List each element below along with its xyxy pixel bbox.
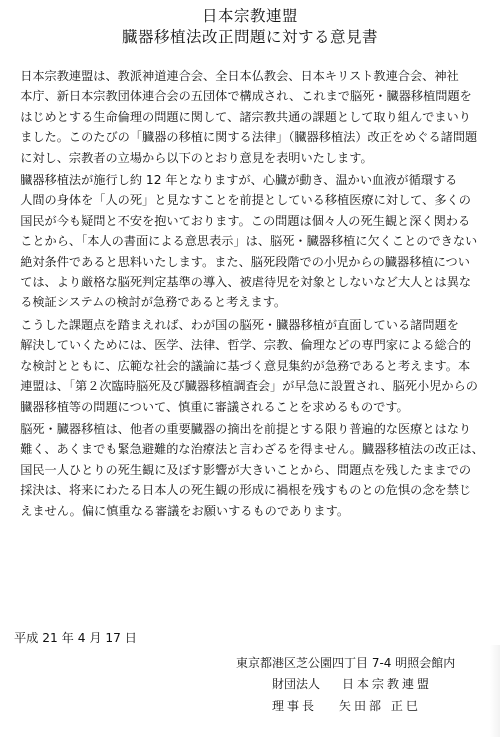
signature-name: 矢田部 正巳 [339, 699, 421, 713]
paragraph-line: 臓器移植法が施行し約 12 年となりますが、心臓が動き、温かい血液が循環する [20, 173, 458, 188]
paragraph-4 [8, 419, 494, 521]
paragraph-line: はじめとする生命倫理の問題に関して、諸宗教共通の課題として取り組んでまいり [20, 109, 471, 124]
signature-org-name: 日本宗教連盟 [342, 677, 433, 691]
signature-person [272, 697, 421, 714]
paragraph-3 [8, 315, 494, 417]
paragraph-line: 国民が今も疑問と不安を抱いております。この問題は個々人の死生観と深く関わる [20, 213, 471, 228]
paragraph-line: 絶対条件であると思料いたします。また、脳死段階での小児からの臓器移植につい [20, 254, 470, 269]
paragraph-line: 人間の身体を「人の死」と見なすことを前提としている移植医療に対して、多くの [20, 193, 471, 208]
paragraph-line: 連盟は、「第２次臨時脳死及び臓器移植調査会」が早急に設置され、脳死小児からの [20, 379, 478, 394]
signature-title: 理事長 [272, 699, 318, 713]
paragraph-line: な検討とともに、広範な社会的議論に基づく意見集約が急務であると考えます。本 [20, 358, 471, 373]
paragraph-line: 脳死・臓器移植は、他者の重要臓器の摘出を前提とする限り普遍的な医療とはなり [20, 421, 472, 436]
paragraph-line: 採決は、将来にわたる日本人の死生観の形成に禍根を残すものとの危惧の念を禁じ [20, 483, 472, 498]
document-org-title: 日本宗教連盟 [201, 7, 298, 25]
document-date: 平成 21 年 4 月 17 日 [14, 631, 137, 645]
paragraph-1 [8, 66, 494, 168]
paragraph-line: ては、より厳格な脳死判定基準の導入、被虐待児を対象としないなど大人とは異な [20, 275, 472, 290]
paragraph-line: こうした課題点を踏まえれば、わが国の脳死・臓器移植が直面している諸問題を [20, 317, 459, 332]
signature-organization [272, 675, 432, 692]
paragraph-line: えません。偏に慎重なる審議をお願いするものであります。 [20, 503, 350, 518]
paragraph-line: 国民一人ひとりの死生観に及ぼす影響が大きいことから、問題点を残したままでの [20, 462, 472, 477]
paragraph-line: ことから、「本人の書面による意思表示」は、脳死・臓器移植に欠くことのできない [20, 234, 478, 249]
paragraph-line: 臓器移植等の問題について、慎重に審議されることを求めるものです。 [20, 399, 409, 414]
paragraph-line: 難く、あくまでも緊急避難的な治療法と言わざるを得ません。臓器移植法の改正は、 [20, 442, 484, 457]
paragraph-line: 解決していくためには、医学、法律、哲学、宗教、倫理などの専門家による総合的 [20, 338, 472, 353]
paragraph-line: 日本宗教連盟は、教派神道連合会、全日本仏教会、日本キリスト教連合会、神社 [20, 69, 459, 83]
document-body [8, 66, 494, 523]
paragraph-line: 本庁、新日本宗教団体連合会の五団体で構成され、これまで脳死・臓器移植問題を [20, 89, 472, 104]
scan-edge-shadow [490, 645, 500, 737]
signature-org-type: 財団法人 [272, 677, 321, 691]
paragraph-line: に対し、宗教者の立場から以下のとおり意見を表明いたします。 [20, 150, 373, 165]
signature-address: 東京都港区芝公園四丁目 7-4 明照会館内 [236, 656, 456, 670]
document-subject-title: 臓器移植法改正問題に対する意見書 [121, 28, 378, 46]
paragraph-line: ました。このたびの「臓器の移植に関する法律」（臓器移植法）改正をめぐる諸問題 [20, 130, 478, 145]
paragraph-2 [8, 170, 494, 313]
paragraph-line: る検証システムの検討が急務であると考えます。 [20, 295, 287, 310]
